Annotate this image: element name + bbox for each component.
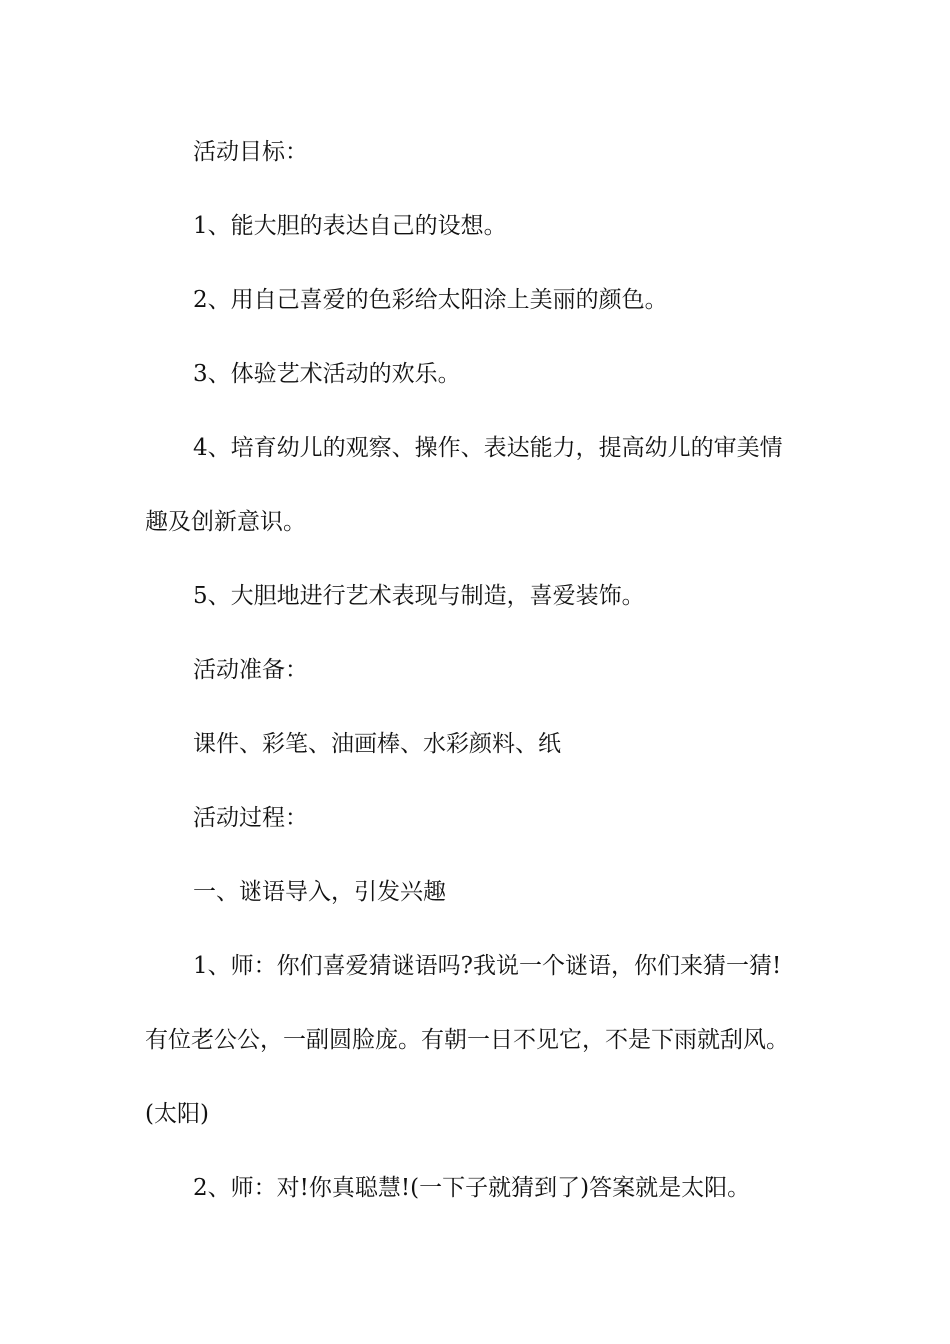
goal-item-3: 3、体验艺术活动的欢乐。 [193,361,461,387]
process-step-2: 2、师：对!你真聪慧!(一下子就猜到了)答案就是太阳。 [193,1175,751,1201]
goal-item-4: 4、培育幼儿的观察、操作、表达能力，提高幼儿的审美情 [193,435,783,461]
heading-activity-process: 活动过程： [193,805,308,831]
goal-item-5: 5、大胆地进行艺术表现与制造，喜爱装饰。 [193,583,645,609]
goal-item-2: 2、用自己喜爱的色彩给太阳涂上美丽的颜色。 [193,287,668,313]
goal-item-1: 1、能大胆的表达自己的设想。 [193,213,507,239]
heading-activity-preparation: 活动准备： [193,657,308,683]
process-section-1-title: 一、谜语导入，引发兴趣 [193,879,446,905]
goal-item-4-continued: 趣及创新意识。 [145,509,306,535]
preparation-materials: 课件、彩笔、油画棒、水彩颜料、纸 [193,731,561,757]
riddle-answer: (太阳) [145,1101,209,1127]
process-step-1: 1、师：你们喜爱猜谜语吗?我说一个谜语，你们来猜一猜! [193,953,782,979]
heading-activity-goals: 活动目标： [193,139,308,165]
riddle-text: 有位老公公，一副圆脸庞。有朝一日不见它，不是下雨就刮风。 [145,1027,789,1053]
